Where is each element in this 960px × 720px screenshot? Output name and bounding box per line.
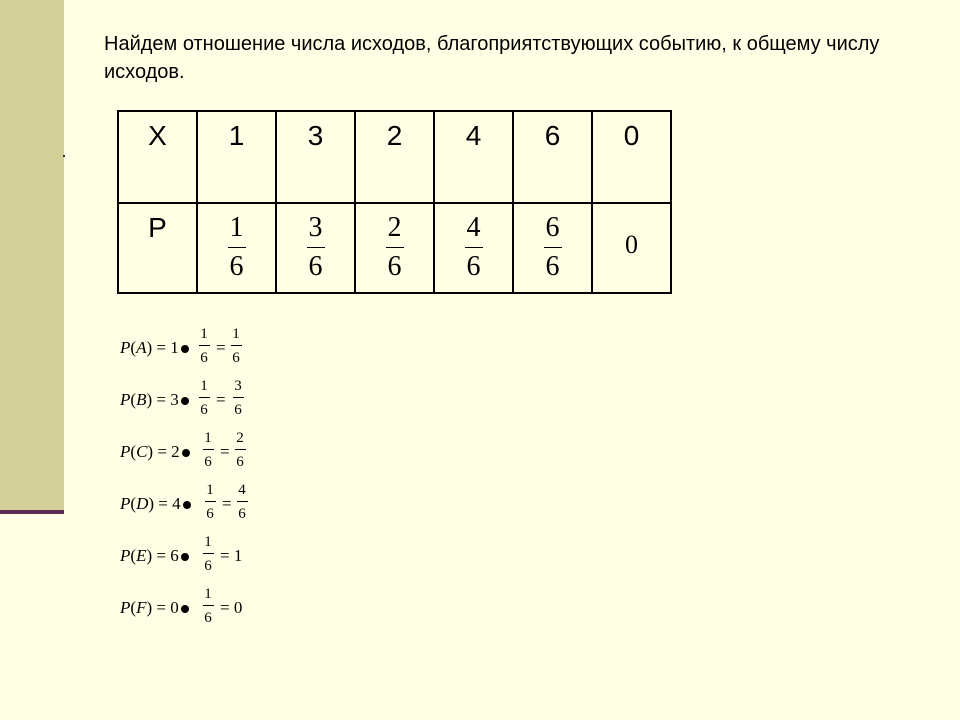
table-cell-x-6: 0 <box>592 111 671 203</box>
table-cell-p-2: $\frac{3}{6}$ <box>276 203 355 293</box>
table-cell-p-3: $\frac{2}{6}$ <box>355 203 434 293</box>
table-cell-p-1: $\frac{1}{6}$ <box>197 203 276 293</box>
distribution-table <box>117 110 672 294</box>
sidebar-rule <box>0 510 64 514</box>
table-cell-p-6: 0 <box>592 203 671 293</box>
table-cell-x-3: 2 <box>355 111 434 203</box>
table-cell-x-2: 3 <box>276 111 355 203</box>
heading-text: Найдем отношение числа исходов, благоприятствующих событию, к общему числу исходов. <box>104 33 880 83</box>
table-cell-label-x: X <box>118 111 197 203</box>
sidebar-decoration <box>0 0 64 510</box>
table-row-p <box>118 203 671 293</box>
table-row-x <box>118 111 671 203</box>
sidebar-dot <box>63 155 65 157</box>
table-cell-label-p: P <box>118 203 197 293</box>
table-cell-x-5: 6 <box>513 111 592 203</box>
table-cell-x-1: 1 <box>197 111 276 203</box>
table-cell-x-4: 4 <box>434 111 513 203</box>
table-cell-p-4: $\frac{4}{6}$ <box>434 203 513 293</box>
table-cell-p-5: $\frac{6}{6}$ <box>513 203 592 293</box>
